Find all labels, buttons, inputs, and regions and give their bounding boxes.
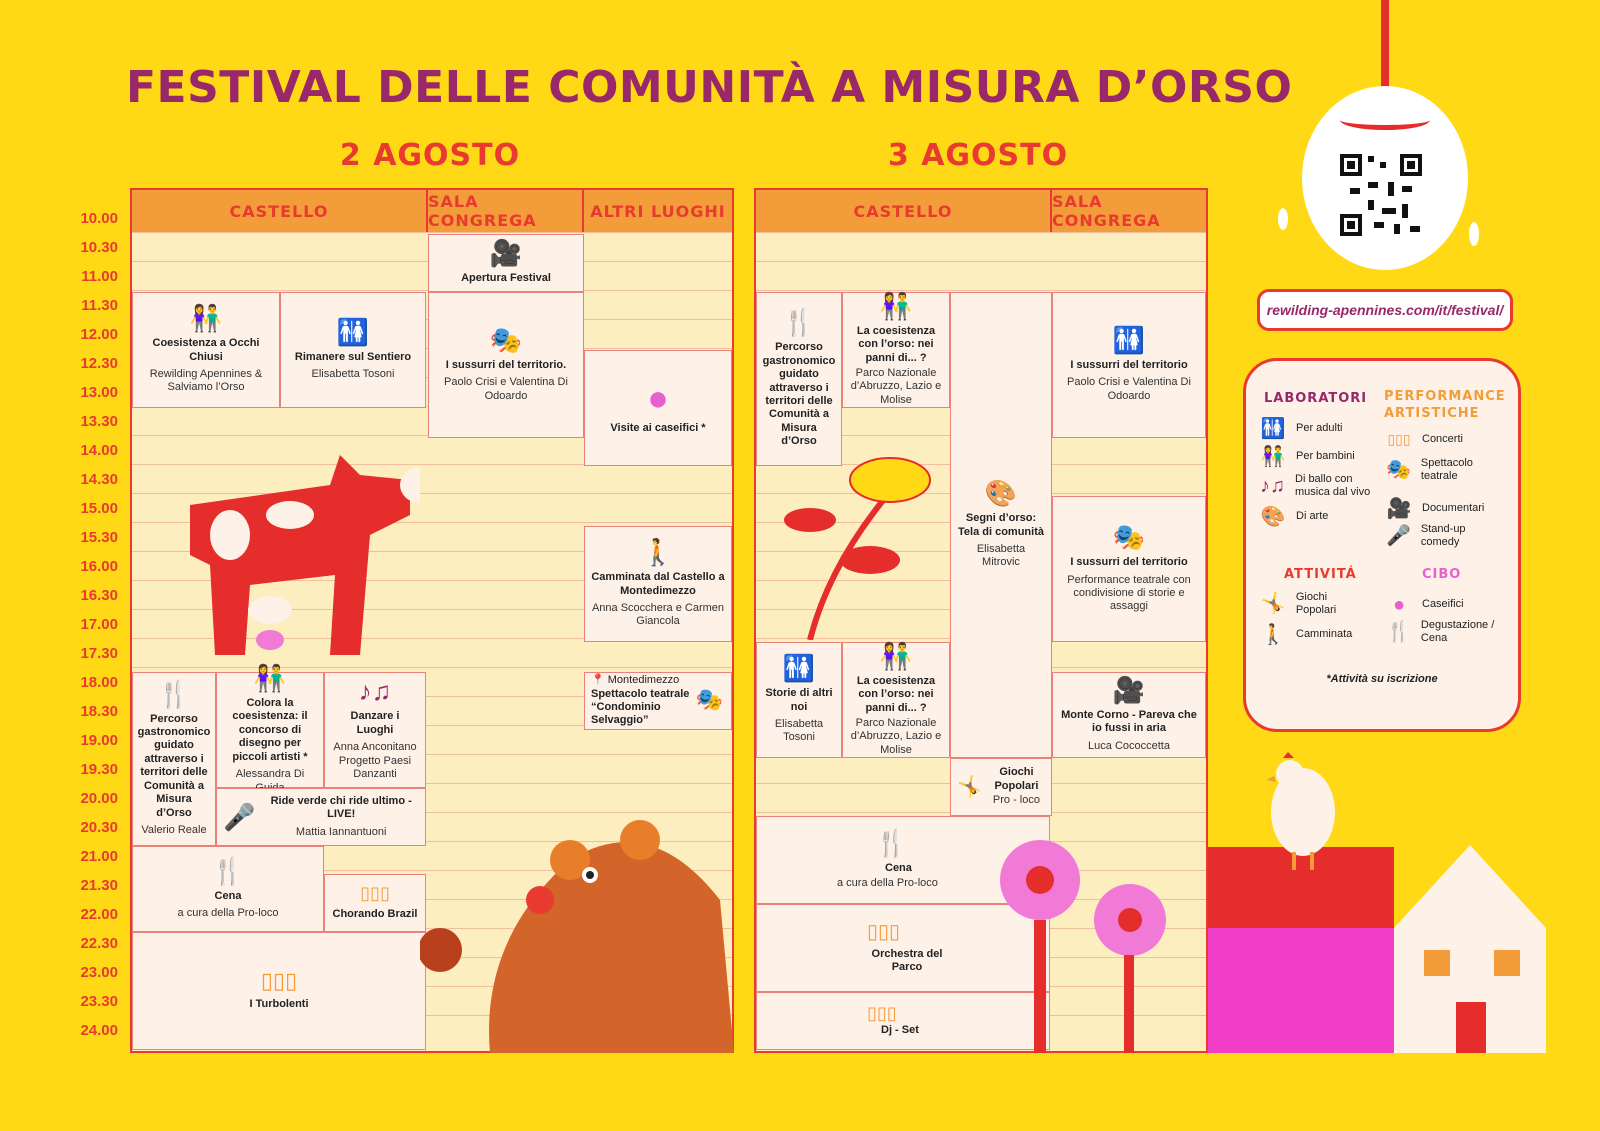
- event-title: Orchestra del Parco: [871, 947, 943, 973]
- event-host: Mattia Iannantuoni: [295, 825, 387, 838]
- event-camminata-montedimezzo[interactable]: [584, 526, 732, 642]
- time-label: 17.30: [80, 645, 118, 662]
- event-coesistenza-orso-2[interactable]: [842, 642, 950, 758]
- event-host: Parco Nazionale d’Abruzzo, Lazio e Molise: [850, 367, 942, 406]
- time-label: 20.30: [80, 819, 118, 836]
- event-title: Percorso gastronomico guidato attraverso i territori delle Comunità a Misura d’Orso: [137, 712, 211, 819]
- event-host: Parco Nazionale d’Abruzzo, Lazio e Molise: [850, 717, 942, 756]
- event-title: La coesistenza con l’orso: nei panni di... ?: [856, 324, 936, 364]
- legend-item-standup: [1386, 523, 1486, 549]
- venue-altri-luoghi-day1: ALTRI LUOGHI: [584, 190, 732, 232]
- event-host: Rewilding Apennines & Salviamo l’Orso: [149, 368, 263, 394]
- event-title: Dj - Set: [881, 1024, 919, 1037]
- event-title: Ride verde chi ride ultimo - LIVE!: [270, 794, 412, 821]
- grid-rule: [756, 261, 1206, 262]
- legend-cibo-heading: CIBO: [1422, 567, 1462, 582]
- legend-label: Di ballo con musica dal vivo: [1295, 473, 1371, 499]
- bulb-cord: [1381, 0, 1389, 92]
- event-host: a cura della Pro-loco: [177, 907, 279, 919]
- time-label: 21.30: [80, 877, 118, 894]
- legend-item-teatrale: [1386, 457, 1496, 483]
- event-chorando-brazil[interactable]: [324, 874, 426, 932]
- legend-label: Spettacolo teatrale: [1420, 457, 1473, 483]
- venue-castello-day1: CASTELLO: [132, 190, 428, 232]
- time-label: 21.00: [80, 848, 118, 865]
- event-coesistenza-occhi-chiusi[interactable]: [132, 292, 280, 408]
- event-host: Paolo Crisi e Valentina Di Odoardo: [444, 376, 568, 402]
- adults-icon: 🚻: [1112, 324, 1146, 355]
- games-icon: 🤸: [957, 776, 982, 798]
- festival-title: FESTIVAL DELLE COMUNITÀ A MISURA D’ORSO: [126, 62, 1293, 113]
- time-label: 13.30: [80, 413, 118, 430]
- legend-panel: [1243, 358, 1521, 732]
- legend-label: Documentari: [1422, 502, 1485, 515]
- event-title: Danzare i Luoghi: [350, 710, 400, 736]
- event-title: Segni d’orso: Tela di comunità: [958, 512, 1044, 538]
- theatre-masks-icon: 🎭: [1112, 522, 1146, 553]
- children-icon: 👫: [879, 640, 913, 671]
- event-sussurri-territorio-day2[interactable]: [1052, 292, 1206, 438]
- legend-item-concerti: [1386, 431, 1463, 448]
- event-title: Spettacolo teatrale “Condominio Selvaggio”: [591, 687, 690, 727]
- event-cena-day1[interactable]: [132, 846, 324, 932]
- legend-label: Concerti: [1422, 432, 1463, 445]
- venue-sala-congrega-day1: SALA CONGREGA: [428, 190, 584, 232]
- fork-spoon-icon: 🍴: [875, 827, 908, 858]
- grid-rule: [756, 290, 1206, 291]
- event-host: Valerio Reale: [141, 823, 207, 836]
- microphone-icon: 🎤: [223, 802, 256, 832]
- event-host: Elisabetta Mitrovic: [976, 543, 1026, 569]
- event-segni-orso[interactable]: [950, 292, 1052, 758]
- time-label: 10.30: [80, 239, 118, 256]
- legend-label: Degustazione / Cena: [1420, 619, 1495, 645]
- fork-spoon-icon: 🍴: [1386, 621, 1411, 644]
- event-title: I sussurri del territorio: [1070, 358, 1188, 371]
- event-title: Monte Corno - Pareva che io fussi in aria: [1061, 708, 1197, 735]
- place-label: 📍 Montedimezzo: [591, 674, 680, 687]
- event-title: Giochi Popolari: [994, 766, 1039, 792]
- grid-rule: [756, 232, 1206, 233]
- event-title: Percorso gastronomico guidato attraverso i territori delle Comunità a Misura d’Orso: [762, 341, 836, 448]
- legend-label: Camminata: [1296, 628, 1353, 641]
- children-icon: 👫: [879, 290, 913, 321]
- festival-url-link[interactable]: rewilding-apennines.com/it/festival/: [1257, 289, 1513, 331]
- time-label: 20.00: [80, 790, 118, 807]
- adults-icon: 🚻: [336, 316, 370, 347]
- event-percorso-gastronomico-day1[interactable]: [132, 672, 216, 846]
- time-label: 14.00: [80, 442, 118, 459]
- camera-icon: 🎥: [1112, 674, 1146, 705]
- time-label: 24.00: [80, 1022, 118, 1039]
- bear-illustration: [420, 820, 734, 1053]
- event-storie-altri-noi[interactable]: [756, 642, 842, 758]
- event-title: Visite ai caseifici *: [610, 422, 706, 435]
- event-i-turbolenti[interactable]: [132, 932, 426, 1050]
- event-host: Elisabetta Tosoni: [774, 718, 824, 744]
- theatre-masks-icon: 🎭: [1386, 459, 1411, 482]
- pink-flowers-illustration: [990, 840, 1190, 1053]
- day2-heading: 3 AGOSTO: [887, 138, 1069, 173]
- time-label: 11.00: [81, 268, 118, 285]
- time-label: 10.00: [80, 210, 118, 227]
- flower-illustration: [770, 440, 940, 640]
- event-danzare-luoghi[interactable]: [324, 672, 426, 788]
- speakers-icon: ▯▯▯: [867, 1003, 897, 1024]
- event-title: Storie di altri noi: [765, 687, 833, 713]
- legend-item-adulti: [1260, 417, 1342, 441]
- legend-label: Per bambini: [1296, 450, 1355, 463]
- speakers-icon: ▯▯▯: [867, 920, 901, 943]
- legend-item-giochi: [1260, 591, 1370, 617]
- speakers-icon: ▯▯▯: [260, 968, 298, 994]
- qr-code[interactable]: [1338, 152, 1424, 238]
- time-label: 23.30: [80, 993, 118, 1010]
- time-label: 18.30: [80, 703, 118, 720]
- event-text: [988, 766, 1045, 807]
- time-label: 15.00: [80, 500, 118, 517]
- event-visite-caseifici[interactable]: [584, 350, 732, 466]
- event-host: Luca Cococcetta: [1088, 739, 1170, 752]
- event-title: Colora la coesistenza: il concorso di disegno per piccoli artisti *: [232, 697, 308, 763]
- hiker-icon: 🚶: [1260, 624, 1286, 646]
- theatre-masks-icon: 🎭: [489, 324, 523, 355]
- microphone-icon: 🎤: [1386, 525, 1411, 548]
- event-host: Anna Anconitano Progetto Paesi Danzanti: [333, 741, 417, 781]
- event-title: I Turbolenti: [249, 998, 309, 1011]
- event-title: Cena: [885, 861, 912, 874]
- theatre-masks-icon: 🎭: [695, 687, 723, 712]
- cow-illustration: [170, 425, 420, 675]
- event-text: [263, 795, 419, 839]
- event-title: Rimanere sul Sentiero: [294, 350, 412, 363]
- fork-spoon-icon: 🍴: [157, 678, 191, 709]
- palette-icon: 🎨: [1260, 506, 1286, 528]
- legend-item-caseifici: [1386, 593, 1464, 617]
- event-coesistenza-orso-1[interactable]: [842, 292, 950, 408]
- time-label: 22.30: [80, 935, 118, 952]
- legend-label: Caseifici: [1422, 598, 1464, 611]
- camera-icon: 🎥: [1386, 498, 1412, 520]
- drop-right: [1469, 222, 1479, 246]
- legend-item-bambini: [1260, 445, 1355, 469]
- camera-icon: 🎥: [489, 238, 523, 269]
- time-label: 12.00: [80, 326, 118, 343]
- legend-label: Stand-up comedy: [1420, 523, 1466, 549]
- event-sussurri-territorio-day1[interactable]: [428, 292, 584, 438]
- time-label: 22.00: [80, 906, 118, 923]
- children-icon: 👫: [1260, 446, 1286, 468]
- legend-item-degustazione: [1386, 619, 1496, 645]
- drop-left: [1278, 208, 1288, 230]
- time-label: 16.30: [80, 587, 118, 604]
- children-icon: 👫: [253, 663, 287, 694]
- palette-icon: 🎨: [984, 478, 1018, 509]
- time-label: 19.00: [80, 732, 118, 749]
- farm-illustration: [1208, 752, 1560, 1053]
- venue-sala-congrega-day2: SALA CONGREGA: [1052, 190, 1206, 232]
- children-icon: 👫: [189, 303, 223, 334]
- event-title: Apertura Festival: [461, 272, 551, 285]
- event-title: I sussurri del territorio.: [445, 358, 567, 371]
- event-title: La coesistenza con l’orso: nei panni di... ?: [856, 674, 936, 714]
- time-label: 23.00: [80, 964, 118, 981]
- event-host: Pro - loco: [992, 794, 1040, 807]
- venue-castello-day2: CASTELLO: [756, 190, 1052, 232]
- event-sussurri-performance[interactable]: [1052, 496, 1206, 642]
- event-condominio-selvaggio[interactable]: [584, 672, 732, 730]
- time-label: 12.30: [80, 355, 118, 372]
- legend-label: Di arte: [1296, 510, 1329, 523]
- cheese-icon: ●: [647, 377, 669, 419]
- legend-performance-heading: PERFORMANCE ARTISTICHE: [1384, 389, 1506, 421]
- speakers-icon: ▯▯▯: [1387, 431, 1411, 447]
- event-host: a cura della Pro-loco: [837, 877, 938, 889]
- event-title: Camminata dal Castello a Montedimezzo: [591, 571, 725, 597]
- event-giochi-popolari[interactable]: [950, 758, 1052, 816]
- grid-rule: [132, 232, 732, 233]
- time-label: 14.30: [80, 471, 118, 488]
- hiker-icon: 🚶: [641, 537, 675, 568]
- event-colora-coesistenza[interactable]: [216, 663, 324, 788]
- legend-item-documentari: [1386, 497, 1484, 521]
- event-ride-verde[interactable]: [216, 788, 426, 846]
- time-label: 17.00: [80, 616, 118, 633]
- event-host: Anna Scocchera e Carmen Giancola: [591, 602, 725, 628]
- legend-item-camminata: [1260, 623, 1352, 647]
- time-label: 15.30: [80, 529, 118, 546]
- cheese-icon: ●: [1392, 594, 1406, 616]
- music-notes-icon: ♪♫: [1260, 475, 1285, 498]
- time-label: 11.30: [81, 297, 118, 314]
- time-label: 16.00: [80, 558, 118, 575]
- legend-label: Per adulti: [1296, 422, 1343, 435]
- day1-heading: 2 AGOSTO: [339, 138, 521, 173]
- adults-icon: 🚻: [1260, 418, 1286, 440]
- event-title: Coesistenza a Occhi Chiusi: [152, 337, 260, 363]
- event-title: Cena: [214, 889, 242, 902]
- place-name: Montedimezzo: [607, 674, 680, 687]
- fork-spoon-icon: 🍴: [782, 307, 816, 338]
- adults-icon: 🚻: [782, 653, 816, 684]
- speakers-icon: ▯▯▯: [360, 883, 390, 904]
- games-icon: 🤸: [1260, 593, 1286, 616]
- legend-item-ballo: [1260, 473, 1380, 499]
- bulb-collar: [1340, 110, 1430, 130]
- event-host: Elisabetta Tosoni: [311, 368, 395, 380]
- event-title: Chorando Brazil: [332, 908, 418, 921]
- legend-attivita-heading: ATTIVITÁ: [1284, 567, 1357, 582]
- legend-laboratori-heading: LABORATORI: [1264, 391, 1368, 406]
- legend-item-arte: [1260, 505, 1328, 529]
- legend-label: Giochi Popolari: [1295, 591, 1337, 617]
- event-title: I sussurri del territorio: [1070, 556, 1188, 569]
- event-host: Alessandra Di: [235, 768, 305, 781]
- time-label: 19.30: [80, 761, 118, 778]
- time-label: 18.00: [80, 674, 118, 691]
- event-host: Performance teatrale con condivisione di storie e assaggi: [1067, 573, 1191, 613]
- music-notes-icon: ♪♫: [358, 676, 392, 707]
- legend-note: *Attività su iscrizione: [1326, 673, 1438, 685]
- event-host: Paolo Crisi e Valentina Di Odoardo: [1067, 376, 1191, 402]
- fork-spoon-icon: 🍴: [211, 855, 245, 886]
- event-monte-corno[interactable]: [1052, 672, 1206, 758]
- event-rimanere-sul-sentiero[interactable]: [280, 292, 426, 408]
- event-apertura-festival[interactable]: [428, 234, 584, 292]
- time-label: 13.00: [80, 384, 118, 401]
